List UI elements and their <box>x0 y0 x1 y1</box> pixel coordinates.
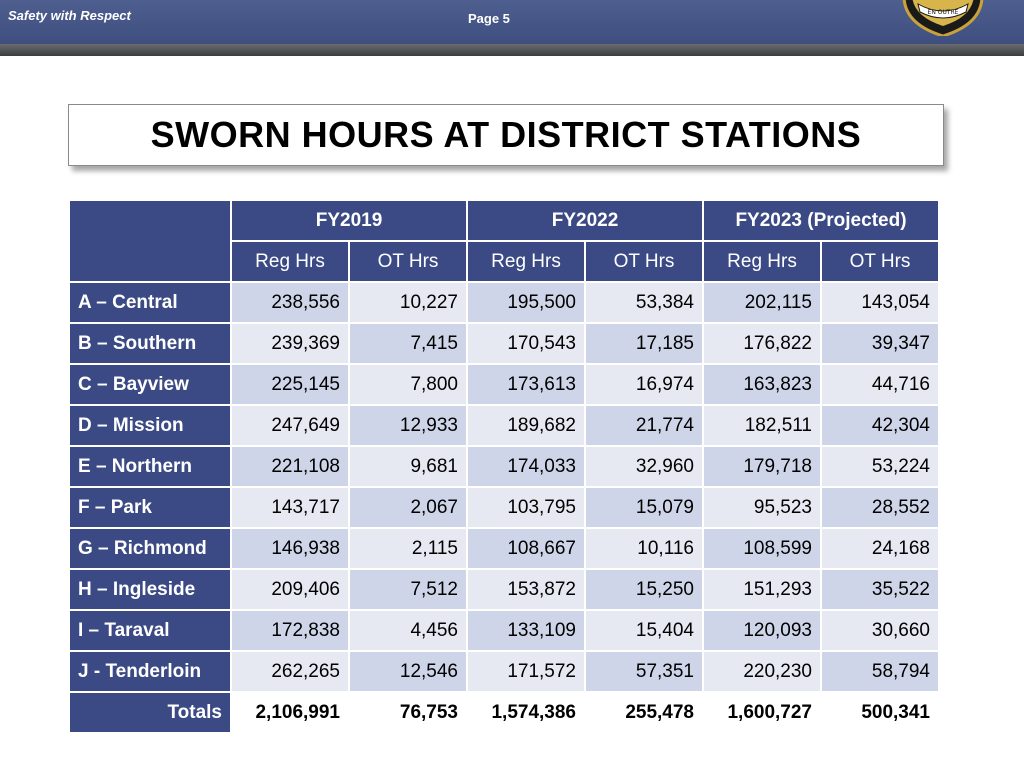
column-header: OT Hrs <box>821 241 939 282</box>
hours-cell: 44,716 <box>821 364 939 405</box>
hours-cell: 2,115 <box>349 528 467 569</box>
hours-cell: 42,304 <box>821 405 939 446</box>
year-header: FY2022 <box>467 200 703 241</box>
hours-cell: 220,230 <box>703 651 821 692</box>
table-row <box>69 446 939 487</box>
hours-cell: 209,406 <box>231 569 349 610</box>
header-bar <box>0 0 1024 44</box>
hours-cell: 24,168 <box>821 528 939 569</box>
district-name: H – Ingleside <box>69 569 231 610</box>
district-name: A – Central <box>69 282 231 323</box>
table-row <box>69 610 939 651</box>
hours-cell: 2,067 <box>349 487 467 528</box>
year-header-row <box>69 200 939 241</box>
hours-cell: 153,872 <box>467 569 585 610</box>
hours-cell: 10,116 <box>585 528 703 569</box>
hours-cell: 7,800 <box>349 364 467 405</box>
hours-cell: 53,224 <box>821 446 939 487</box>
hours-cell: 239,369 <box>231 323 349 364</box>
hours-cell: 53,384 <box>585 282 703 323</box>
hours-cell: 57,351 <box>585 651 703 692</box>
hours-cell: 143,054 <box>821 282 939 323</box>
column-header: Reg Hrs <box>231 241 349 282</box>
hours-cell: 17,185 <box>585 323 703 364</box>
hours-cell: 30,660 <box>821 610 939 651</box>
hours-cell: 262,265 <box>231 651 349 692</box>
hours-cell: 58,794 <box>821 651 939 692</box>
hours-cell: 151,293 <box>703 569 821 610</box>
totals-row <box>69 692 939 733</box>
total-cell: 2,106,991 <box>231 692 349 733</box>
district-name: D – Mission <box>69 405 231 446</box>
totals-label: Totals <box>69 692 231 733</box>
total-cell: 1,574,386 <box>467 692 585 733</box>
tagline: Safety with Respect <box>8 8 131 23</box>
year-header: FY2019 <box>231 200 467 241</box>
hours-cell: 9,681 <box>349 446 467 487</box>
hours-cell: 108,599 <box>703 528 821 569</box>
table-row <box>69 405 939 446</box>
hours-cell: 10,227 <box>349 282 467 323</box>
total-cell: 1,600,727 <box>703 692 821 733</box>
hours-cell: 39,347 <box>821 323 939 364</box>
column-header: Reg Hrs <box>703 241 821 282</box>
hours-cell: 225,145 <box>231 364 349 405</box>
year-header: FY2023 (Projected) <box>703 200 939 241</box>
hours-cell: 120,093 <box>703 610 821 651</box>
hours-cell: 163,823 <box>703 364 821 405</box>
total-cell: 76,753 <box>349 692 467 733</box>
hours-cell: 179,718 <box>703 446 821 487</box>
table-row <box>69 651 939 692</box>
hours-cell: 15,079 <box>585 487 703 528</box>
table-row <box>69 487 939 528</box>
hours-cell: 171,572 <box>467 651 585 692</box>
hours-cell: 202,115 <box>703 282 821 323</box>
hours-cell: 176,822 <box>703 323 821 364</box>
hours-cell: 7,415 <box>349 323 467 364</box>
hours-cell: 143,717 <box>231 487 349 528</box>
column-header: OT Hrs <box>349 241 467 282</box>
district-name: B – Southern <box>69 323 231 364</box>
table-row <box>69 364 939 405</box>
hours-cell: 21,774 <box>585 405 703 446</box>
hours-cell: 173,613 <box>467 364 585 405</box>
hours-cell: 28,552 <box>821 487 939 528</box>
hours-cell: 35,522 <box>821 569 939 610</box>
total-cell: 500,341 <box>821 692 939 733</box>
header-strip <box>0 44 1024 56</box>
title-box <box>68 104 944 166</box>
page-title: SWORN HOURS AT DISTRICT STATIONS <box>150 114 862 155</box>
svg-text:EN OUTRE: EN OUTRE <box>927 9 959 16</box>
hours-cell: 4,456 <box>349 610 467 651</box>
hours-cell: 238,556 <box>231 282 349 323</box>
page-number: Page 5 <box>468 11 510 26</box>
table-row <box>69 323 939 364</box>
table-row <box>69 528 939 569</box>
column-header: Reg Hrs <box>467 241 585 282</box>
hours-cell: 15,250 <box>585 569 703 610</box>
police-badge-icon <box>900 0 986 36</box>
total-cell: 255,478 <box>585 692 703 733</box>
hours-cell: 182,511 <box>703 405 821 446</box>
hours-cell: 12,546 <box>349 651 467 692</box>
hours-cell: 221,108 <box>231 446 349 487</box>
table-row <box>69 569 939 610</box>
hours-cell: 174,033 <box>467 446 585 487</box>
hours-cell: 103,795 <box>467 487 585 528</box>
hours-cell: 108,667 <box>467 528 585 569</box>
hours-cell: 32,960 <box>585 446 703 487</box>
hours-cell: 146,938 <box>231 528 349 569</box>
hours-cell: 12,933 <box>349 405 467 446</box>
corner-cell <box>69 200 231 282</box>
hours-cell: 15,404 <box>585 610 703 651</box>
table-row <box>69 282 939 323</box>
hours-cell: 195,500 <box>467 282 585 323</box>
hours-table <box>68 199 940 734</box>
district-name: E – Northern <box>69 446 231 487</box>
hours-cell: 133,109 <box>467 610 585 651</box>
hours-cell: 247,649 <box>231 405 349 446</box>
hours-cell: 16,974 <box>585 364 703 405</box>
hours-cell: 95,523 <box>703 487 821 528</box>
column-header: OT Hrs <box>585 241 703 282</box>
district-name: G – Richmond <box>69 528 231 569</box>
district-name: C – Bayview <box>69 364 231 405</box>
district-name: J - Tenderloin <box>69 651 231 692</box>
hours-cell: 7,512 <box>349 569 467 610</box>
district-name: I – Taraval <box>69 610 231 651</box>
hours-cell: 170,543 <box>467 323 585 364</box>
district-name: F – Park <box>69 487 231 528</box>
hours-cell: 172,838 <box>231 610 349 651</box>
hours-cell: 189,682 <box>467 405 585 446</box>
